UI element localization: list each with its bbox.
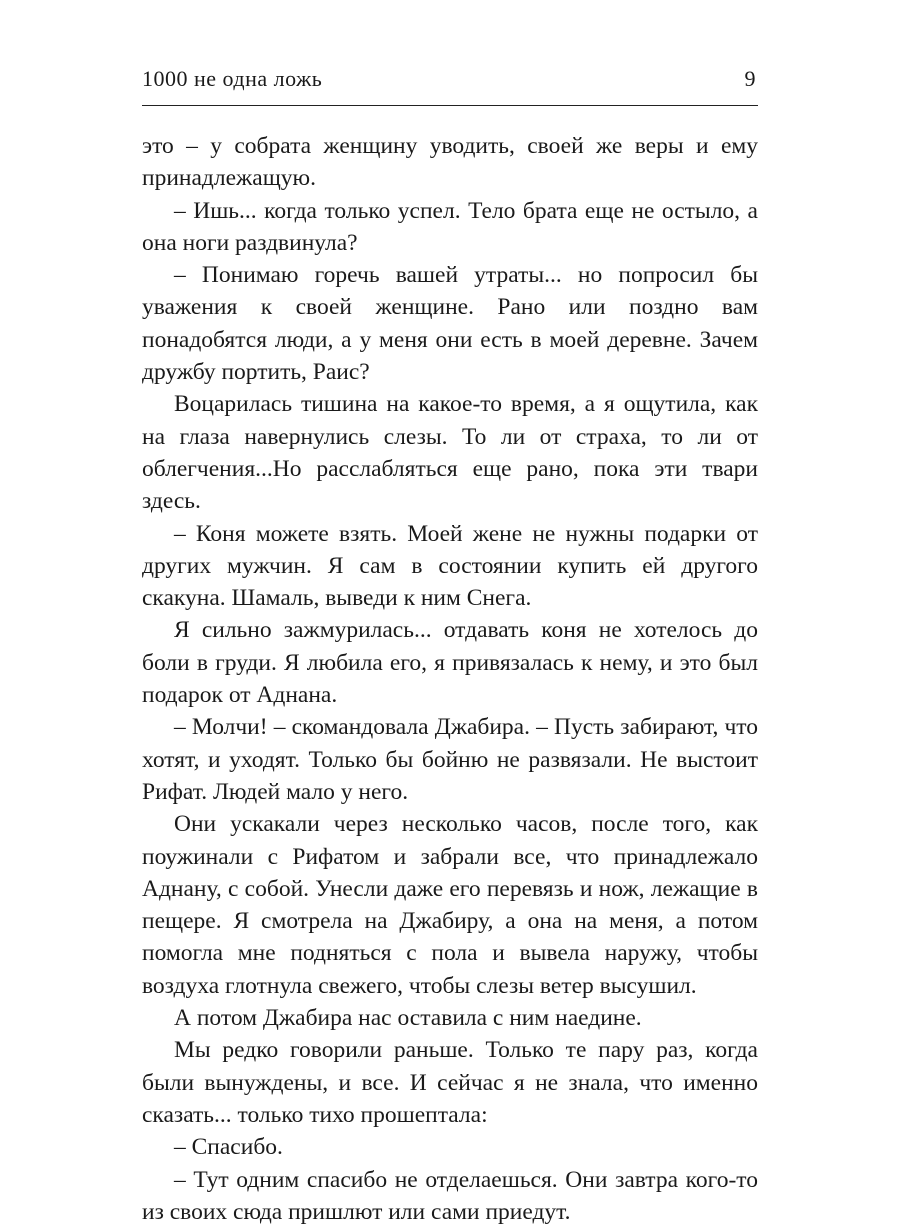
paragraph: – Молчи! – скомандовала Джабира. – Пусть забирают, что хотят, и уходят. Только бы бойню не развязали. Не выстоит Рифат. Людей мало у него.: [142, 711, 758, 808]
paragraph: Мы редко говорили раньше. Только те пару раз, когда были вынуждены, и все. И сейчас я не знала, что именно сказать... только тихо прошептала:: [142, 1034, 758, 1131]
paragraph: – Ишь... когда только успел. Тело брата еще не остыло, а она ноги раздвинула?: [142, 195, 758, 260]
body-text: [142, 130, 758, 1228]
paragraph: А потом Джабира нас оставила с ним наедине.: [142, 1002, 758, 1034]
book-page: [142, 0, 758, 1200]
paragraph: – Тут одним спасибо не отделаешься. Они завтра кого-то из своих сюда пришлют или сами приедут.: [142, 1164, 758, 1228]
paragraph: Воцарилась тишина на какое-то время, а я ощутила, как на глаза навернулись слезы. То ли от страха, то ли от облегчения...Но расслабляться еще рано, пока эти твари здесь.: [142, 388, 758, 517]
paragraph: Они ускакали через несколько часов, после того, как поужинали с Рифатом и забрали все, что принадлежало Аднану, с собой. Унесли даже его перевязь и нож, лежащие в пещере. Я смотрела на Джабиру, а она на меня, а потом помогла мне подняться с пола и вывела наружу, чтобы воздуха глотнула свежего, чтобы слезы ветер высушил.: [142, 808, 758, 1002]
running-header: [142, 66, 758, 96]
paragraph: – Спасибо.: [142, 1131, 758, 1163]
paragraph: – Понимаю горечь вашей утраты... но попросил бы уважения к своей женщине. Рано или поздно вам понадобятся люди, а у меня они есть в моей деревне. Зачем дружбу портить, Раис?: [142, 259, 758, 388]
paragraph: это – у собрата женщину уводить, своей же веры и ему принадлежащую.: [142, 130, 758, 195]
paragraph: Я сильно зажмурилась... отдавать коня не хотелось до боли в груди. Я любила его, я привязалась к нему, и это был подарок от Аднана.: [142, 614, 758, 711]
header-rule: [142, 105, 758, 106]
book-title: 1000 не одна ложь: [142, 66, 322, 92]
page-number: 9: [745, 66, 757, 92]
paragraph: – Коня можете взять. Моей жене не нужны подарки от других мужчин. Я сам в состоянии купить ей другого скакуна. Шамаль, выведи к ним Снега.: [142, 518, 758, 615]
